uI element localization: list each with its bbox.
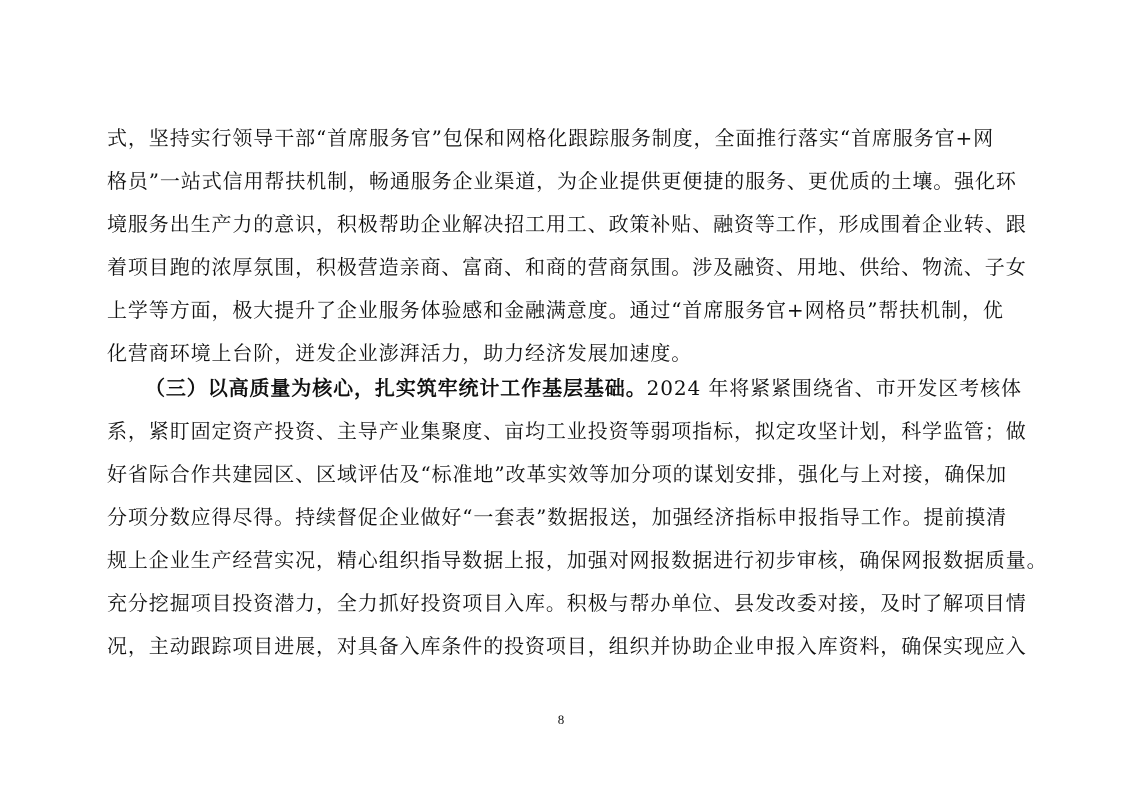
paragraph-1-line-3: 境服务出生产力的意识，积极帮助企业解决招工用工、政策补贴、融资等工作，形成围着企业转、跟 xyxy=(107,212,1027,236)
paragraph-1-line-5: 上学等方面，极大提升了企业服务体验感和金融满意度。通过“首席服务官+网格员”帮扶机制，优 xyxy=(107,298,1004,322)
paragraph-2-line-2: 系，紧盯固定资产投资、主导产业集聚度、亩均工业投资等弱项指标，拟定攻坚计划，科学监管；做 xyxy=(107,419,1027,443)
paragraph-2-first-line xyxy=(145,374,1027,402)
paragraph-2-line-4: 分项分数应得尽得。持续督促企业做好“一套表”数据报送，加强经济指标申报指导工作。提前摸清 xyxy=(107,505,1008,529)
paragraph-2-line-7: 况，主动跟踪项目进展，对具备入库条件的投资项目，组织并协助企业申报入库资料，确保实现应入 xyxy=(107,634,1027,658)
paragraph-1-line-4: 着项目跑的浓厚氛围，积极营造亲商、富商、和商的营商氛围。涉及融资、用地、供给、物流、子女 xyxy=(107,255,1027,279)
paragraph-2-line-5: 规上企业生产经营实况，精心组织指导数据上报，加强对网报数据进行初步审核，确保网报数据质量。 xyxy=(107,548,1048,572)
paragraph-1-line-6: 化营商环境上台阶，迸发企业澎湃活力，助力经济发展加速度。 xyxy=(107,341,693,365)
paragraph-1-line-2: 格员”一站式信用帮扶机制，畅通服务企业渠道，为企业提供更便捷的服务、更优质的土壤。强化环 xyxy=(107,169,1017,193)
section-heading: （三）以高质量为核心，扎实筑牢统计工作基层基础。 xyxy=(145,376,647,400)
paragraph-2-line-3: 好省际合作共建园区、区域评估及“标准地”改革实效等加分项的谋划安排，强化与上对接，确保加 xyxy=(107,462,1008,486)
paragraph-2-first-line-rest: 2024 年将紧紧围绕省、市开发区考核体 xyxy=(646,376,1022,400)
paragraph-1-line-1: 式，坚持实行领导干部“首席服务官”包保和网格化跟踪服务制度，全面推行落实“首席服务官+网 xyxy=(107,126,995,150)
paragraph-2-line-6: 充分挖掘项目投资潜力，全力抓好投资项目入库。积极与帮办单位、县发改委对接，及时了解项目情 xyxy=(107,591,1027,615)
page-number: 8 xyxy=(557,712,565,727)
